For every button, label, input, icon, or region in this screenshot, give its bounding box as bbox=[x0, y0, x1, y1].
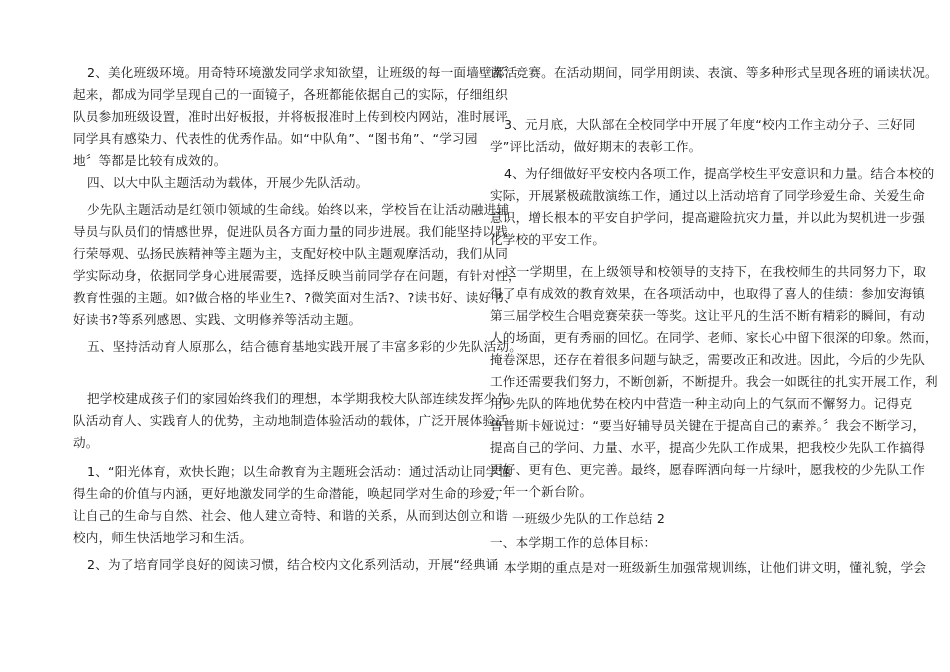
text-line: 少先队主题活动是红领巾领域的生命线。始终以来，学校旨在让活动融进辅 bbox=[87, 202, 510, 217]
text-line: 2、为了培育同学良好的阅读习惯，结合校内文化系列活动，开展“经典诵 bbox=[87, 557, 499, 572]
text-line: 读〞竞赛。在活动期间，同学用朗读、表演、等多种形式呈现各班的诵读状况。 bbox=[490, 65, 938, 80]
text-line: 教育性强的主题。如?做合格的毕业生?、?微笑面对生活?、?读书好、读好书、 bbox=[73, 290, 517, 305]
text-line: 得生命的价值与内涵，更好地激发同学的生命潜能，唤起同学对生命的珍爱， bbox=[73, 486, 508, 501]
text-line: 这一学期里，在上级领导和校领导的支持下，在我校师生的共同努力下，取 bbox=[504, 264, 927, 279]
text-line: 实际，开展紧极疏散演练工作，通过以上活动培育了同学珍爱生命、关爱生命 bbox=[490, 188, 925, 203]
text-line: 地〞等都是比较有成效的。 bbox=[73, 153, 227, 168]
text-line: 人的场面，更有秀丽的回忆。在同学、老师、家长心中留下很深的印象。然而， bbox=[490, 330, 938, 345]
text-line: 队活动育人、实践育人的优势，主动地制造体验活动的载体，广泛开展体验活 bbox=[73, 413, 508, 428]
text-line: 一年一个新台阶。 bbox=[490, 484, 593, 499]
text-line: 得了卓有成效的教育效果，在各项活动中，也取得了喜人的佳绩：参加安海镇 bbox=[490, 286, 925, 301]
section-heading: 四、以大中队主题活动为载体，开展少先队活动。 bbox=[87, 175, 369, 190]
text-line: 学实际动身，依据同学身心进展需要，选择反映当前同学存在问题，有针对性， bbox=[73, 268, 521, 283]
text-line: 1、“阳光体育，欢快长跑；以生命教育为主题班会活动：通过活动让同学懂 bbox=[87, 464, 512, 479]
text-line: 动。 bbox=[73, 435, 99, 450]
text-line: 第三届学校生合唱竞赛荣获一等奖。这让平凡的生活不断有精彩的瞬间，有动 bbox=[490, 308, 925, 323]
text-line: 化学校的平安工作。 bbox=[490, 232, 606, 247]
text-line: 鲁普斯卡娅说过：“要当好辅导员关键在于提高自己的素养。〞我会不断学习， bbox=[490, 418, 926, 433]
text-line: 学”评比活动，做好期末的表彰工作。 bbox=[490, 139, 702, 154]
text-line: 提高自己的学问、力量、水平，提高少先队工作成果，把我校少先队工作搞得 bbox=[490, 440, 925, 455]
text-line: 意识，增长根本的平安自护学问，提高避险抗灾力量，并以此为契机进一步强 bbox=[490, 210, 925, 225]
text-line: 让自己的生命与自然、社会、他人建立奇特、和谐的关系，从而到达创立和谐 bbox=[73, 508, 508, 523]
article-title: 一班级少先队的工作总结 2 bbox=[512, 511, 666, 526]
text-line: 把学校建成孩子们的家园始终我们的理想，本学期我校大队部连续发挥少先 bbox=[87, 391, 510, 406]
text-line: 校内，师生快活地学习和生活。 bbox=[73, 530, 253, 545]
text-line: 行荣辱观、弘扬民族精神等主题为主，支配好校中队主题观摩活动，我们从同 bbox=[73, 246, 508, 261]
section-heading: 一、本学期工作的总体目标： bbox=[490, 535, 657, 550]
text-line: 2、美化班级环境。用奇特环境激发同学求知欲望，让班级的每一面墙壁都活 bbox=[87, 65, 518, 80]
text-line: 导员与队员们的情感世界，促进队员各方面力量的同步进展。我们能坚持以践 bbox=[73, 224, 508, 239]
text-line: 队员参加班级设置，准时出好板报，并将板报准时上传到校内网站，准时展评 bbox=[73, 109, 508, 124]
section-heading: 五、坚持活动育人原那么，结合德育基地实践开展了丰富多彩的少先队活动。 bbox=[87, 339, 522, 354]
text-line: 4、为仔细做好平安校内各项工作，提高学校生平安意识和力量。结合本校的 bbox=[504, 166, 935, 181]
text-line: 同学具有感染力、代表性的优秀作品。如“中队角”、“图书角”、“学习园 bbox=[73, 131, 478, 146]
text-line: 好读书?等系列感恩、实践、文明修养等活动主题。 bbox=[73, 312, 362, 327]
text-line: 3、元月底，大队部在全校同学中开展了年度“校内工作主动分子、三好同 bbox=[504, 117, 916, 132]
text-line: 用少先队的阵地优势在校内中营造一种主动向上的气氛而不懈努力。记得克 bbox=[490, 396, 913, 411]
text-line: 本学期的重点是对一班级新生加强常规训练，让他们讲文明，懂礼貌，学会 bbox=[504, 560, 927, 575]
text-line: 掩卷深思，还存在着很多问题与缺乏，需要改正和改进。因此，今后的少先队 bbox=[490, 352, 925, 367]
text-line: 工作还需要我们努力，不断创新，不断提升。我会一如既往的扎实开展工作，利 bbox=[490, 374, 938, 389]
text-line: 更好、更有色、更完善。最终，愿春晖洒向每一片绿叶，愿我校的少先队工作 bbox=[490, 462, 925, 477]
text-line: 起来，都成为同学呈现自己的一面镜子，各班都能依据自己的实际，仔细组织 bbox=[73, 87, 508, 102]
